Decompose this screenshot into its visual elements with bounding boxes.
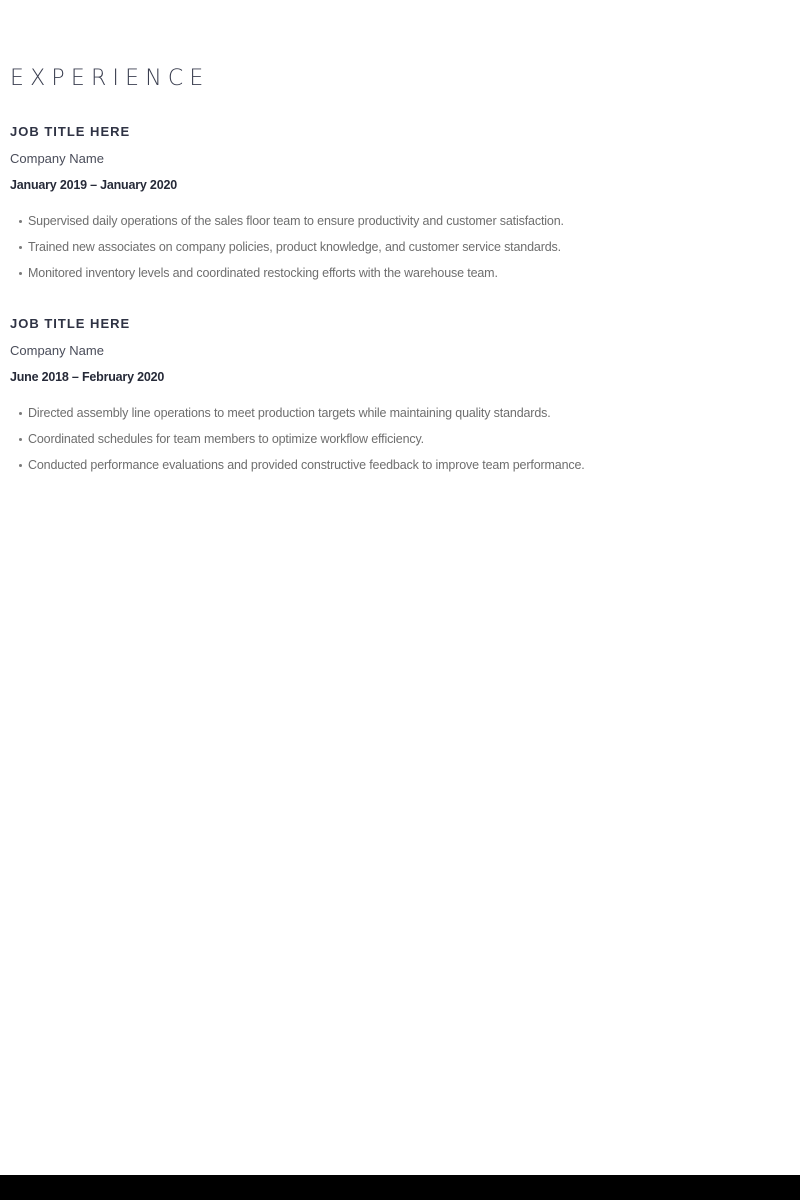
bullet-icon — [19, 438, 22, 441]
responsibility-text: Trained new associates on company policies, product knowledge, and customer service standards. — [28, 240, 561, 254]
responsibility-text: Coordinated schedules for team members to optimize workflow efficiency. — [28, 432, 425, 446]
experience-heading: EXPERIENCE — [10, 66, 210, 91]
bullet-icon — [19, 246, 22, 249]
responsibilities-list — [10, 400, 790, 478]
responsibility-item — [18, 400, 790, 426]
responsibility-item — [18, 452, 790, 478]
company-name: Company Name — [10, 151, 104, 166]
employment-dates: June 2018 – February 2020 — [10, 370, 165, 384]
responsibility-item — [18, 426, 790, 452]
responsibilities-list — [10, 208, 790, 286]
responsibility-text: Directed assembly line operations to meet production targets while maintaining quality standards. — [28, 406, 551, 420]
bottom-black-bar — [0, 1175, 800, 1200]
bullet-icon — [19, 220, 22, 223]
job-title: JOB TITLE HERE — [10, 316, 131, 331]
bullet-icon — [19, 464, 22, 467]
bullet-icon — [19, 412, 22, 415]
job-title: JOB TITLE HERE — [10, 124, 131, 139]
employment-dates: January 2019 – January 2020 — [10, 178, 177, 192]
responsibility-text: Conducted performance evaluations and provided constructive feedback to improve team performance. — [28, 458, 585, 472]
company-name: Company Name — [10, 343, 104, 358]
responsibility-text: Supervised daily operations of the sales floor team to ensure productivity and customer satisfaction. — [28, 214, 564, 228]
job-entry — [10, 123, 790, 286]
responsibility-item — [18, 260, 790, 286]
responsibility-text: Monitored inventory levels and coordinated restocking efforts with the warehouse team. — [28, 266, 498, 280]
bullet-icon — [19, 272, 22, 275]
responsibility-item — [18, 208, 790, 234]
job-entry — [10, 315, 790, 478]
responsibility-item — [18, 234, 790, 260]
